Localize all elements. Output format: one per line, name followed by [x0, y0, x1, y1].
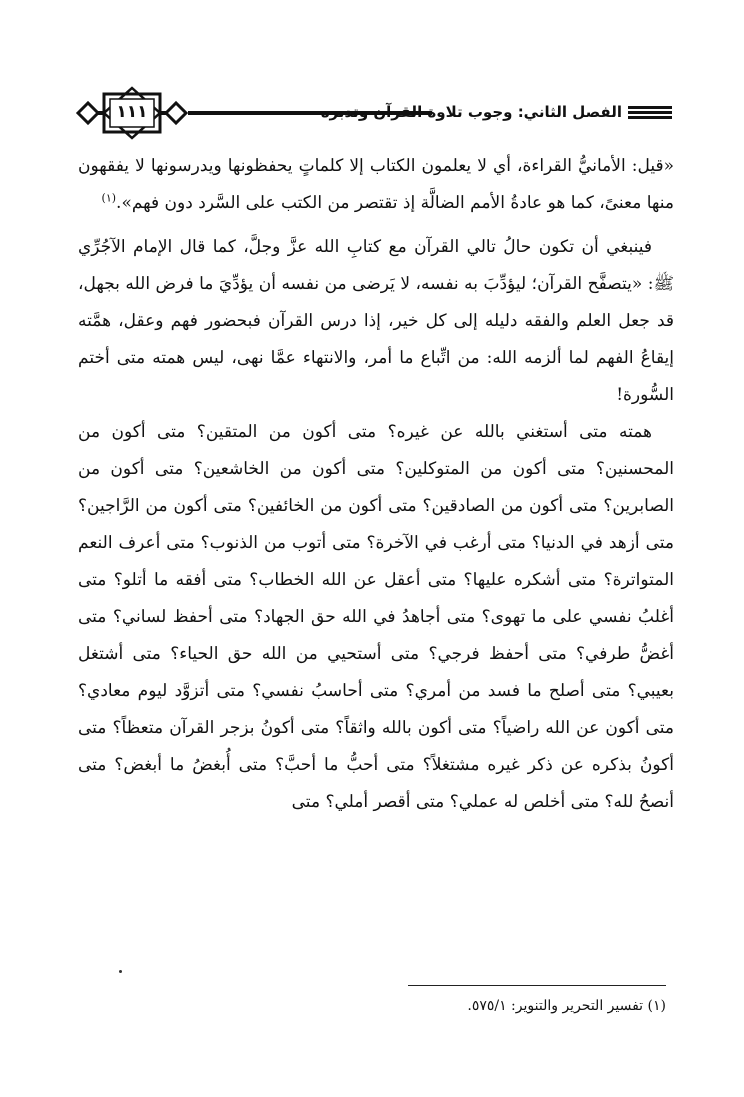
paragraph: فينبغي أن تكون حالُ تالي القرآن مع كتابِ الله عزَّ وجلَّ، كما قال الإمام الآجُرِّي ﷺ: «يتصفَّح القرآن؛ ليؤدِّبَ به نفسه، لا يَرضى من نفسه أن يؤدِّيَ ما فرض الله بجهل، قد جعل العلم والفقه دليله إلى كل خير، إذا درس القرآن فبحضور فهم وعقل، همَّته إيقاعُ الفهم لما ألزمه الله: من اتِّباع ما أمر، والانتهاء عمَّا نهى، ليس همته متى أختم السُّورة!	[78, 237, 674, 405]
body-text	[78, 148, 674, 821]
page-number: ١١١	[116, 102, 148, 122]
paragraph	[78, 148, 674, 222]
paragraph: همته متى أستغني بالله عن غيره؟ متى أكون من المتقين؟ متى أكون من المحسنين؟ متى أكون من المتوكلين؟ متى أكون من الخاشعين؟ متى أكون من الصابرين؟ متى أكون من الصادقين؟ متى أكون من الخائفين؟ متى أكون من الرَّاجين؟ متى أزهد في الدنيا؟ متى أرغب في الآخرة؟ متى أتوب من الذنوب؟ متى أعرف النعم المتواترة؟ متى أشكره عليها؟ متى أعقل عن الله الخطاب؟ متى أفقه ما أتلو؟ متى أغلبُ نفسي على ما تهوى؟ متى أجاهدُ في الله حق الجهاد؟ متى أحفظ لساني؟ متى أغضُّ طرفي؟ متى أحفظ فرجي؟ متى أستحيي من الله حق الحياء؟ متى أشتغل بعيبي؟ متى أصلح ما فسد من أمري؟ متى أحاسبُ نفسي؟ متى أتزوَّد ليوم معادي؟ متى أكون عن الله راضياً؟ متى أكون بالله واثقاً؟ متى أكونُ بزجر القرآن متعظاً؟ متى أكونُ بذكره عن ذكر غيره مشتغلاً؟ متى أحبُّ ما أحبَّ؟ متى أُبغضُ ما أبغض؟ متى أنصحُ لله؟ متى أخلص له عملي؟ متى أقصر أملي؟ متى	[78, 422, 674, 812]
stray-mark	[119, 970, 122, 973]
quote-text: «قيل: الأمانيُّ القراءة، أي لا يعلمون الكتاب إلا كلماتٍ يحفظونها ويدرسونها لا يفقهون منها معنىً، كما هو عادةُ الأمم الضالَّة إذ تقتصر من الكتب على السَّرد دون فهم».	[78, 156, 674, 213]
header-end-bars-icon	[628, 106, 672, 120]
footnote-rule	[408, 985, 666, 986]
footnote: (١) تفسير التحرير والتنوير: ٥٧٥/١.	[467, 998, 666, 1014]
running-header	[76, 86, 672, 140]
footnote-reference: (١)	[101, 191, 117, 205]
chapter-title: الفصل الثاني: وجوب تلاوة القرآن وتدبره	[320, 103, 622, 121]
